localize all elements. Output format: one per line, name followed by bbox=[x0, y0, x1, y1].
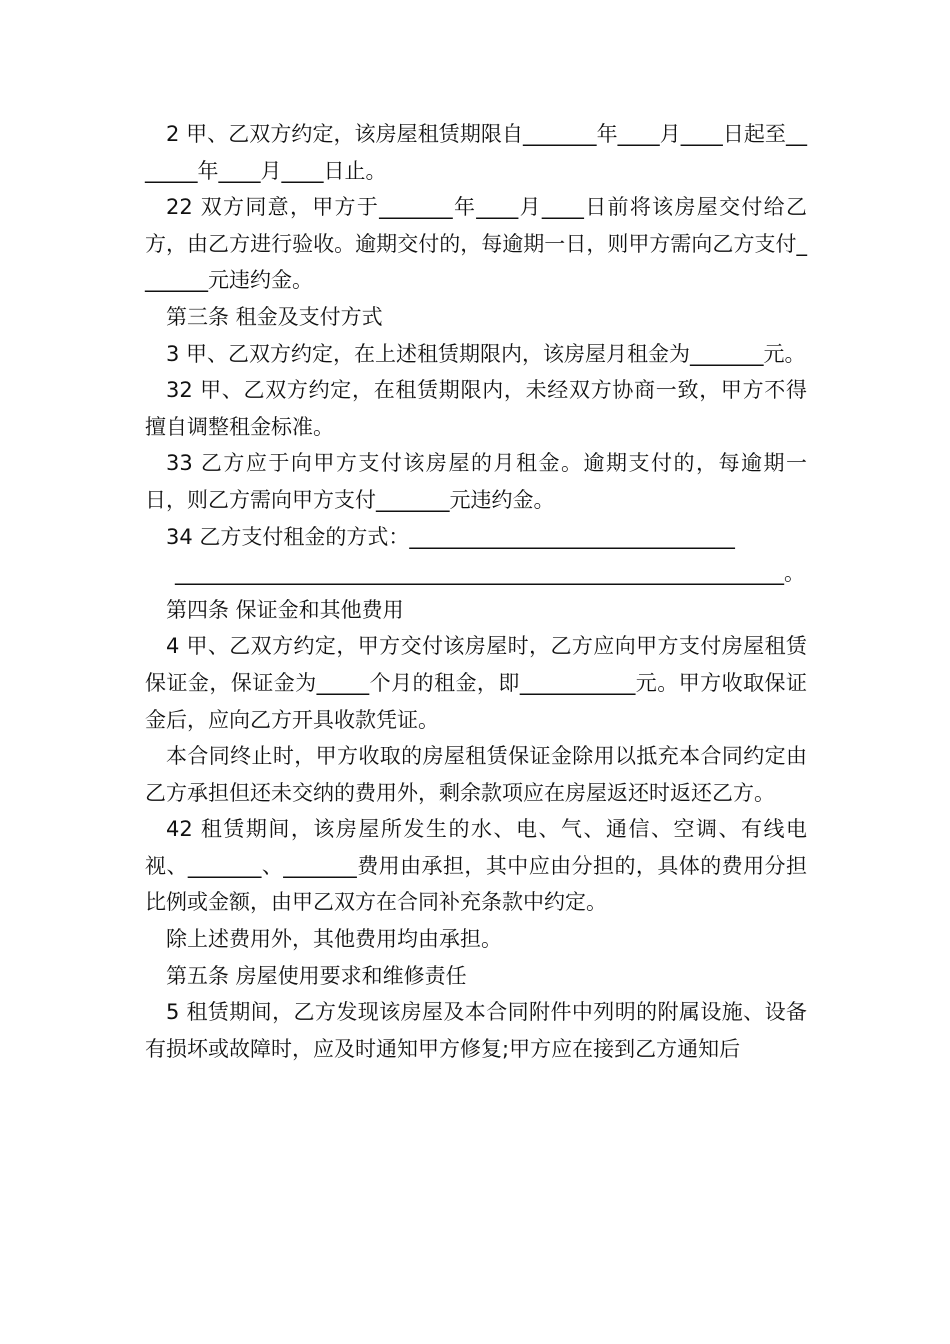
clause-4-deposit: 4 甲、乙双方约定，甲方交付该房屋时，乙方应向甲方支付房屋租赁保证金，保证金为_____个月的租金，即___________元。甲方收取保证金后，应向乙方开具收款凭证。 bbox=[145, 634, 807, 732]
article-5-heading: 第五条 房屋使用要求和维修责任 bbox=[166, 963, 467, 988]
clause-other-fees: 除上述费用外，其他费用均由承担。 bbox=[166, 927, 502, 952]
article-4-heading: 第四条 保证金和其他费用 bbox=[166, 597, 404, 622]
clause-5-repairs: 5 租赁期间，乙方发现该房屋及本合同附件中列明的附属设施、设备有损坏或故障时，应及时通知甲方修复;甲方应在接到乙方通知后 bbox=[145, 1000, 807, 1061]
clause-42-utilities: 42 租赁期间，该房屋所发生的水、电、气、通信、空调、有线电视、_______、_______费用由承担，其中应由分担的，具体的费用分担比例或金额，由甲乙双方在合同补充条款中约定。 bbox=[145, 817, 807, 915]
clause-deposit-refund: 本合同终止时，甲方收取的房屋租赁保证金除用以抵充本合同约定由乙方承担但还未交纳的费用外，剩余款项应在房屋返还时返还乙方。 bbox=[145, 744, 807, 805]
clause-2-lease-term: 2 甲、乙双方约定，该房屋租赁期限自_______年____月____日起至_______年____月____日止。 bbox=[145, 122, 807, 183]
clause-22-handover: 22 双方同意，甲方于_______年____月____日前将该房屋交付给乙方，由乙方进行验收。逾期交付的，每逾期一日，则甲方需向乙方支付_______元违约金。 bbox=[145, 195, 807, 293]
article-3-heading: 第三条 租金及支付方式 bbox=[166, 304, 383, 329]
contract-body bbox=[145, 116, 807, 1067]
clause-34-payment-method-blank: __________________________________________________________。 bbox=[175, 561, 805, 586]
clause-34-payment-method: 34 乙方支付租金的方式：_______________________________ bbox=[166, 524, 735, 549]
clause-33-rent-payment: 33 乙方应于向甲方支付该房屋的月租金。逾期支付的，每逾期一日，则乙方需向甲方支付_______元违约金。 bbox=[145, 451, 807, 512]
clause-3-monthly-rent: 3 甲、乙双方约定，在上述租赁期限内，该房屋月租金为_______元。 bbox=[166, 341, 806, 366]
clause-32-rent-adjustment: 32 甲、乙双方约定，在租赁期限内，未经双方协商一致，甲方不得擅自调整租金标准。 bbox=[145, 378, 807, 439]
